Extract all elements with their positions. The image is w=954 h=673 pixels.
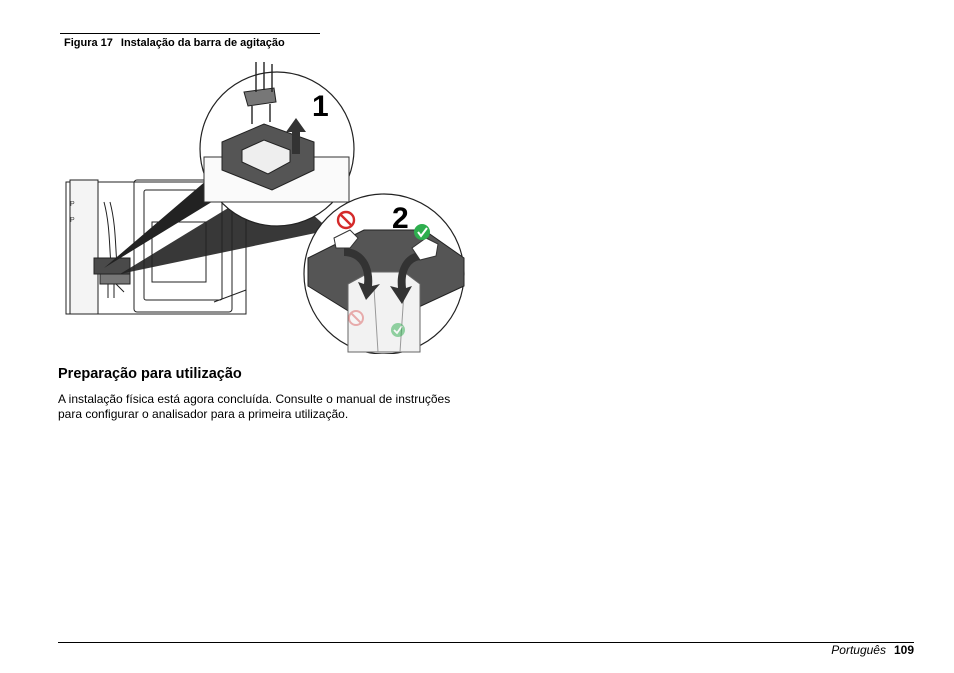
svg-text:P: P <box>70 217 75 224</box>
prohibited-icon <box>349 311 363 325</box>
detail-step-2 <box>304 194 464 354</box>
page-number: 109 <box>893 643 914 657</box>
step-number-2: 2 <box>392 202 409 235</box>
section-heading: Preparação para utilização <box>58 366 242 382</box>
stir-bar-installation-figure <box>64 62 468 354</box>
figure-label: Figura 17 <box>64 37 113 49</box>
figure-title: Instalação da barra de agitação <box>120 37 285 49</box>
section-body: A instalação física está agora concluída. Consulte o manual de instruções para configurar o analisador para a primeira utilização. <box>58 392 451 421</box>
footer-language: Português <box>831 643 886 657</box>
page-footer <box>831 643 914 657</box>
check-icon <box>391 323 405 337</box>
caption-rule <box>60 33 320 34</box>
svg-text:P: P <box>70 201 75 208</box>
check-icon <box>414 224 430 240</box>
detail-step-1 <box>200 62 354 226</box>
prohibited-icon <box>338 212 354 228</box>
step-number-1: 1 <box>312 90 329 123</box>
footer-rule <box>58 642 914 643</box>
figure-caption <box>64 37 285 49</box>
